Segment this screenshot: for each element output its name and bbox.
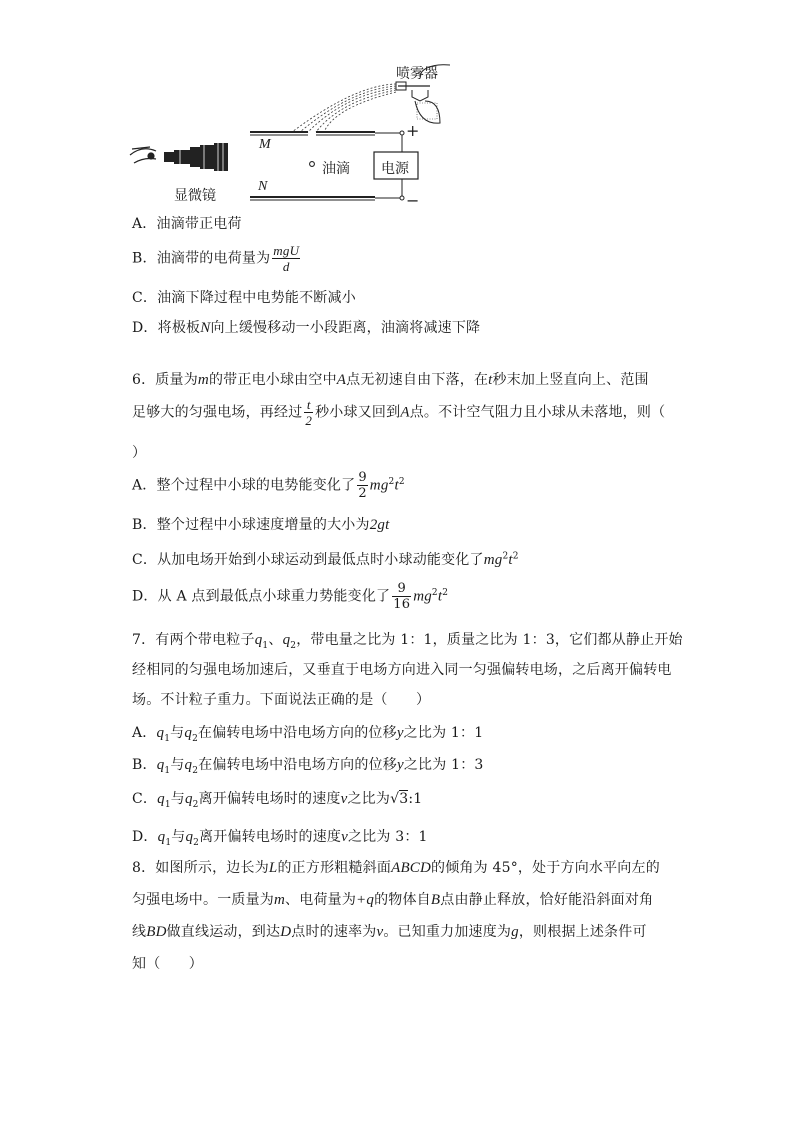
- q7-option-d: D．$q_1$与$q_2$离开偏转电场时的速度v之比为 3：1: [132, 829, 428, 848]
- eye-icon: [130, 147, 156, 163]
- plate-n-label: N: [258, 179, 268, 194]
- plus-sign: +: [406, 121, 420, 140]
- q5-option-c: C．油滴下降过程中电势能不断减小: [132, 290, 356, 306]
- microscope-label: 显微镜: [174, 188, 216, 204]
- q8-stem-line3: 线BD做直线运动，到达D点时的速率为v。已知重力加速度为g，则根据上述条件可: [132, 924, 647, 940]
- q6-option-c: C．从加电场开始到小球运动到最低点时小球动能变化了$mg^2t^2$: [132, 551, 519, 568]
- microscope-icon: [164, 143, 228, 171]
- q7-stem-line2: 经相同的匀强电场加速后，又垂直于电场方向进入同一匀强偏转电场，之后离开偏转电: [132, 662, 672, 678]
- q6-stem-line2: 足够大的匀强电场，再经过 $\frac{t}{2}$ 秒小球又回到A点。不计空气阻力且小球从未落地，则（: [132, 397, 666, 428]
- q8-stem-line2: 匀强电场中。一质量为m、电荷量为+q的物体自B点由静止释放，恰好能沿斜面对角: [132, 892, 654, 908]
- q6-option-b: B．整个过程中小球速度增量的大小为2gt: [132, 517, 390, 533]
- q7-stem-line3: 场。不计粒子重力。下面说法正确的是（ ）: [132, 692, 431, 708]
- plate-m-label: M: [259, 137, 271, 152]
- q6-option-d: D．从 A 点到最低点小球重力势能变化了 $\frac{9}{16}$ $mg^2t^2$: [132, 581, 449, 612]
- sprayer-label: 喷雾器: [396, 66, 438, 82]
- q7-option-c: C．$q_1$与$q_2$离开偏转电场时的速度v之比为√3:1: [132, 791, 423, 810]
- sprayer-liquid-pattern: [417, 103, 437, 119]
- q5-option-a: A．油滴带正电荷: [132, 216, 242, 232]
- q5-option-d: D．将极板N向上缓慢移动一小段距离，油滴将减速下降: [132, 320, 481, 336]
- q6-stem-line3: ）: [132, 445, 147, 461]
- oil-drop: [310, 162, 315, 167]
- oil-drop-label: 油滴: [322, 161, 350, 177]
- q7-option-a: A．$q_1$与$q_2$在偏转电场中沿电场方向的位移y之比为 1：1: [132, 725, 484, 744]
- mist-spray: [292, 84, 396, 132]
- q8-stem-line4: 知（ ）: [132, 956, 203, 972]
- q7-stem-line1: 7．有两个带电粒子$q_1$、$q_2$，带电量之比为 1：1，质量之比为 1：3，它们都从静止开始: [132, 632, 683, 651]
- q6-option-a: A．整个过程中小球的电势能变化了 $\frac{9}{2}$ $mg^2t^2$: [132, 470, 405, 501]
- q7-option-b: B．$q_1$与$q_2$在偏转电场中沿电场方向的位移y之比为 1：3: [132, 757, 484, 776]
- q6-stem-line1: 6．质量为m的带正电小球由空中A点无初速自由下落，在t秒末加上竖直向上、范围: [132, 372, 649, 388]
- millikan-diagram: [120, 55, 450, 215]
- minus-sign: −: [406, 191, 420, 210]
- q8-stem-line1: 8．如图所示，边长为L的正方形粗糙斜面ABCD的倾角为 45°，处于方向水平向左的: [132, 860, 660, 876]
- q5-option-b: B．油滴带的电荷量为 $\frac{\text{mgU}}{d}$: [132, 243, 300, 274]
- power-label: 电源: [381, 161, 409, 177]
- sqrt-sign: √: [390, 791, 400, 807]
